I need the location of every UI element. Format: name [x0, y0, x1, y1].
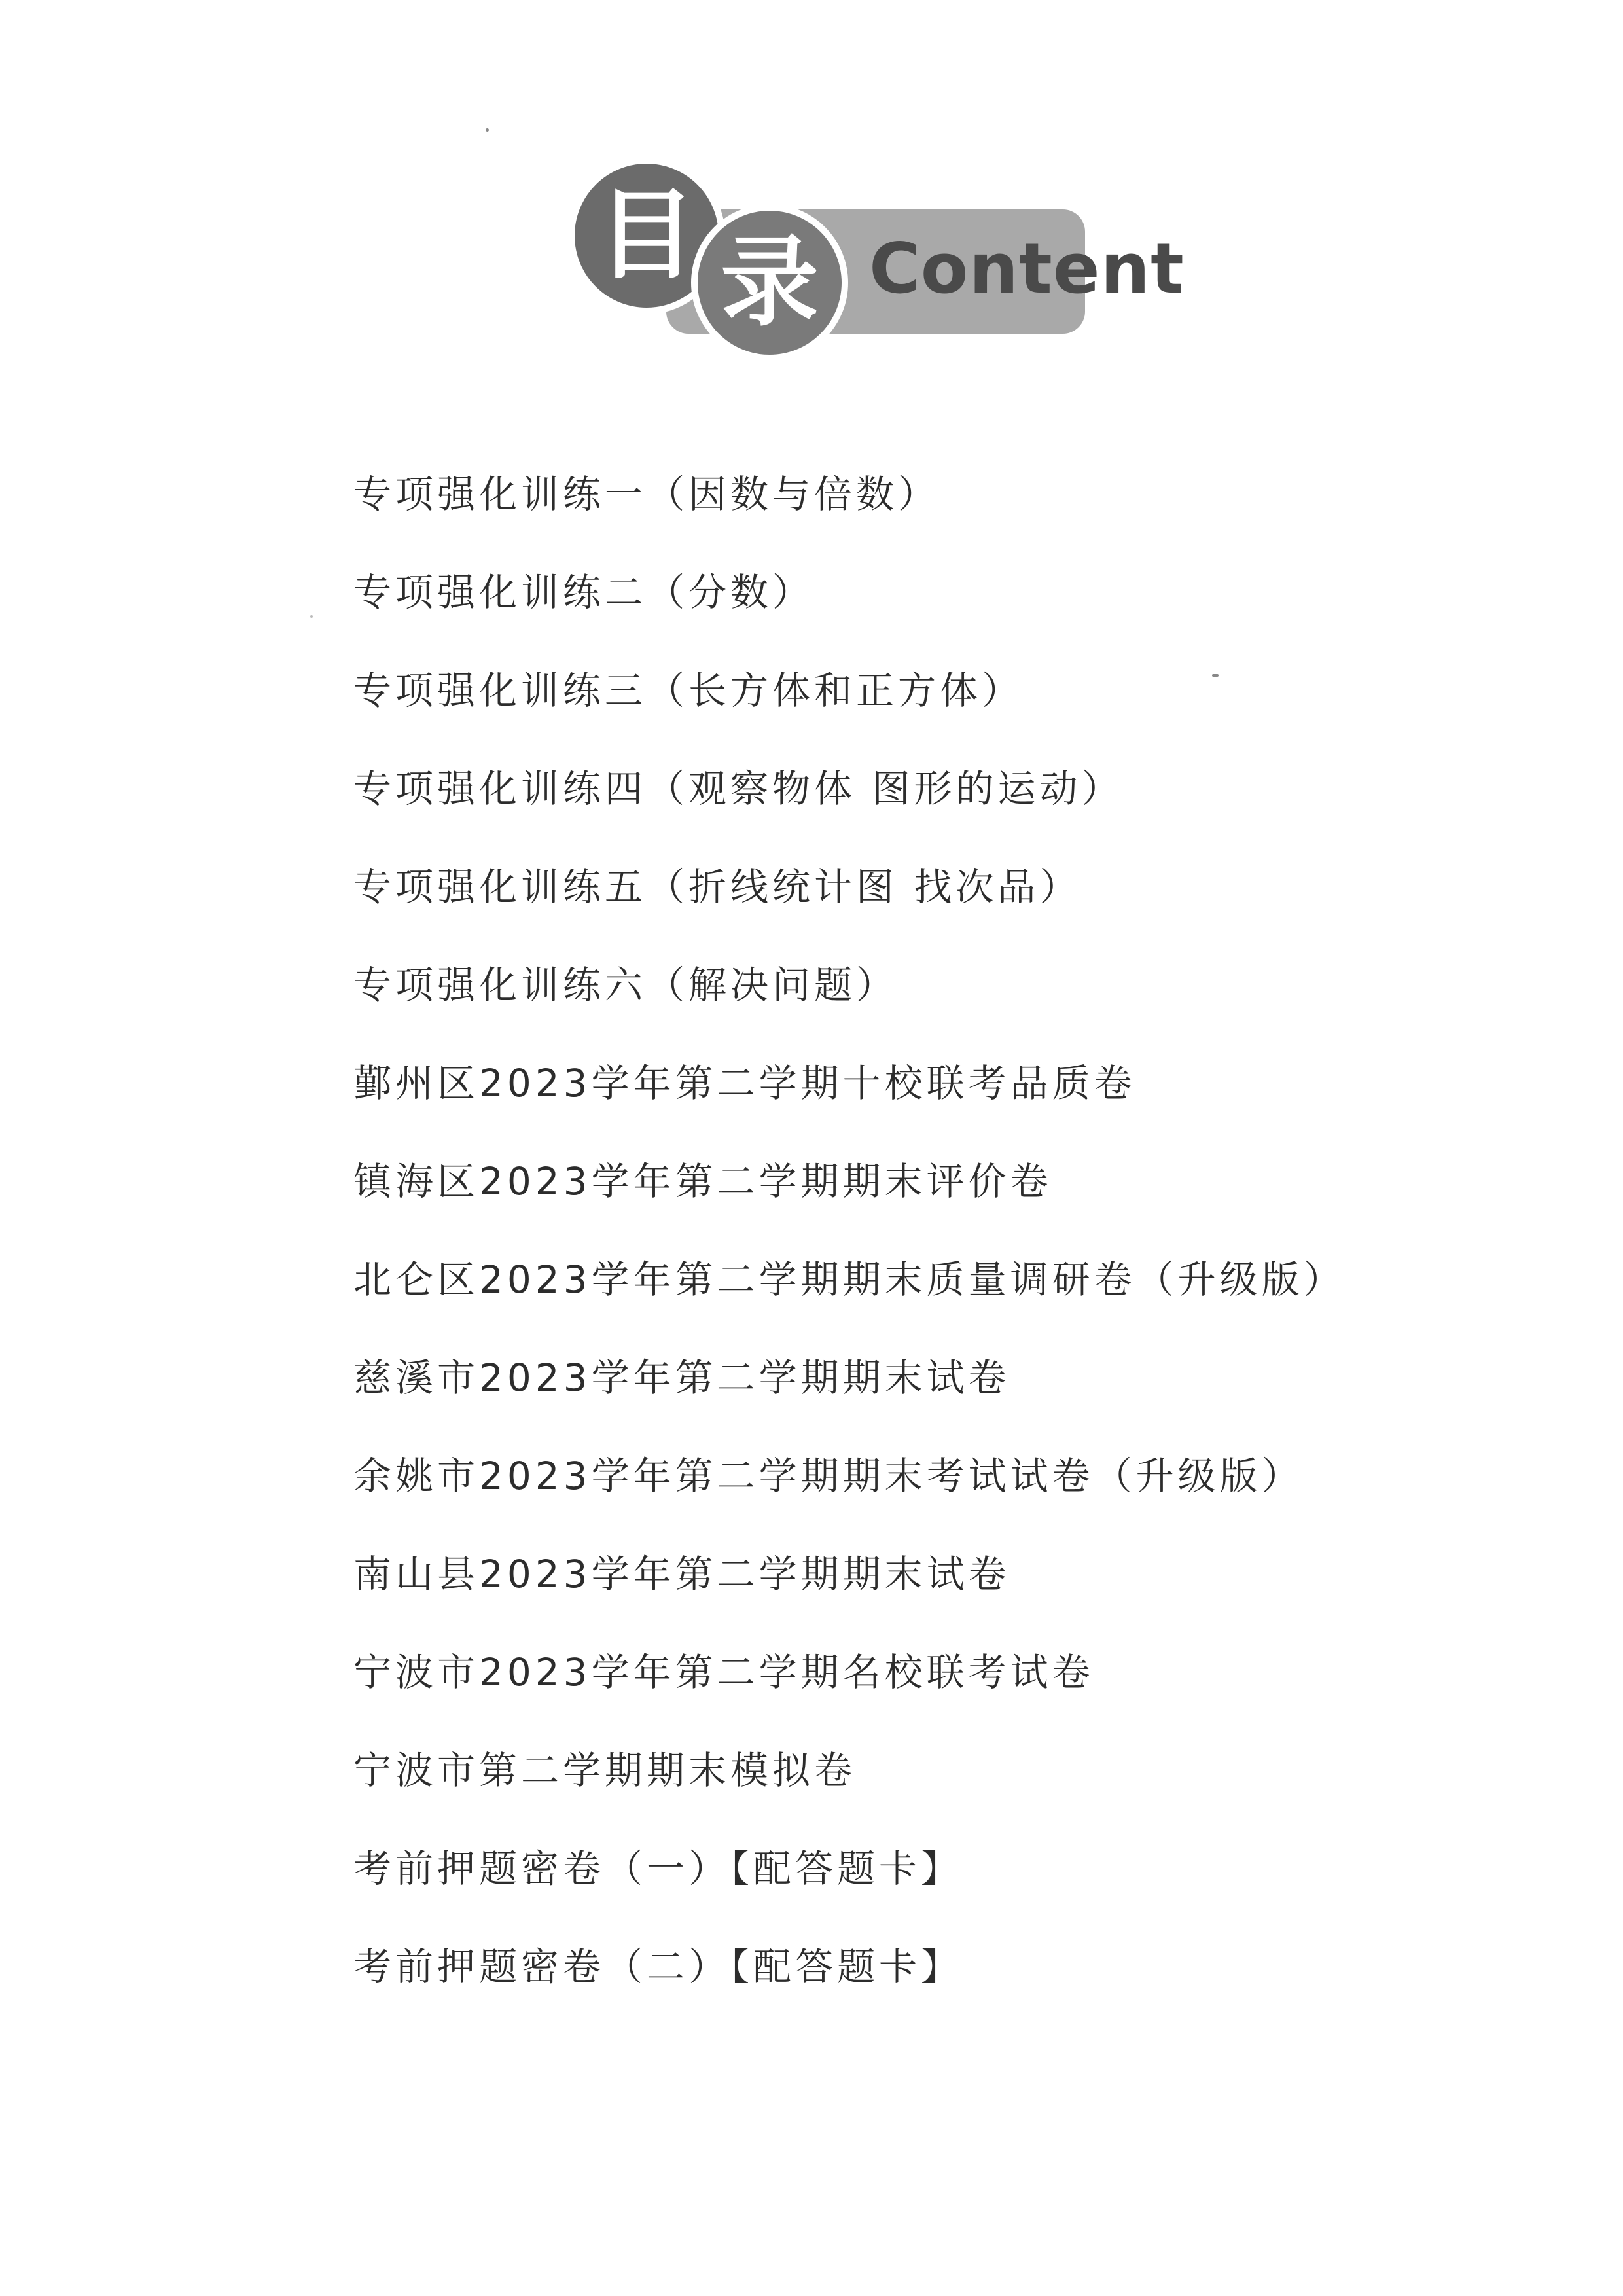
toc-item[interactable]: 宁波市第二学期期末模拟卷 [353, 1748, 857, 1793]
toc-item[interactable]: 专项强化训练一（因数与倍数） [353, 472, 940, 516]
toc-item[interactable]: 鄞州区2023学年第二学期十校联考品质卷 [353, 1061, 1136, 1105]
scan-speck [1212, 674, 1219, 677]
header-content-label: Content [869, 228, 1185, 309]
toc-item[interactable]: 南山县2023学年第二学期期末试卷 [353, 1552, 1010, 1596]
toc-item[interactable]: 北仑区2023学年第二学期期末质量调研卷（升级版） [353, 1257, 1346, 1302]
toc-item[interactable]: 专项强化训练五（折线统计图 找次品） [353, 865, 1082, 909]
toc-item[interactable]: 专项强化训练二（分数） [353, 570, 815, 615]
toc-item[interactable]: 专项强化训练三（长方体和正方体） [353, 668, 1024, 713]
toc-item[interactable]: 考前押题密卷（二）【配答题卡】 [353, 1945, 963, 1989]
toc-item[interactable]: 考前押题密卷（一）【配答题卡】 [353, 1846, 963, 1891]
toc-header [568, 157, 1183, 373]
toc-item[interactable]: 余姚市2023学年第二学期期末考试试卷（升级版） [353, 1454, 1304, 1498]
header-char-mu: 目 [568, 157, 725, 314]
toc-item[interactable]: 专项强化训练四（观察物体 图形的运动） [353, 766, 1124, 811]
toc-item[interactable]: 镇海区2023学年第二学期期末评价卷 [353, 1159, 1052, 1204]
toc-item[interactable]: 慈溪市2023学年第二学期期末试卷 [353, 1355, 1010, 1400]
scan-speck [310, 615, 313, 618]
toc-item[interactable]: 专项强化训练六（解决问题） [353, 963, 899, 1007]
scan-speck [486, 128, 489, 132]
toc-item[interactable]: 宁波市2023学年第二学期名校联考试卷 [353, 1650, 1094, 1695]
header-char-lu: 录 [691, 204, 848, 361]
table-of-contents [353, 445, 1466, 2016]
